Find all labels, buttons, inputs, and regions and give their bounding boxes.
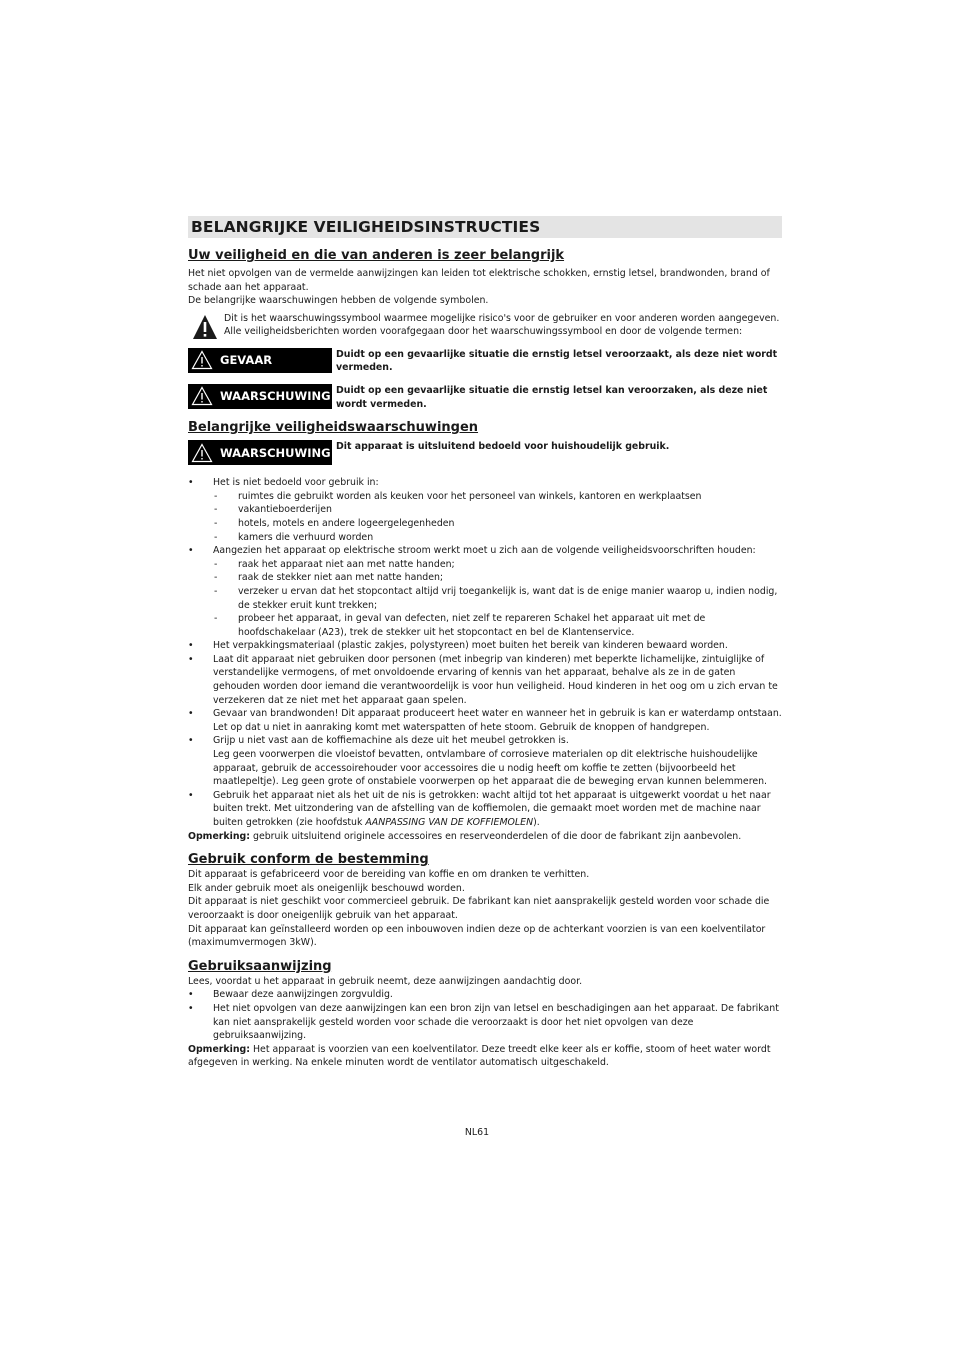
- section-title-safety: Uw veiligheid en die van anderen is zeer belangrijk: [188, 248, 565, 263]
- list-item: • Het verpakkingsmateriaal (plastic zakjes, polystyreen) moet buiten het bereik van kinderen bewaard worden.: [188, 639, 782, 653]
- warning-symbol-row: [188, 312, 782, 340]
- warning-symbol-text: Dit is het waarschuwingssymbool waarmee mogelijke risico's voor de gebruiker en voor anderen worden aangegeven. Alle veiligheidsberichten worden voorafgegaan door het waarschuwingssymbool en door de volgende termen:: [224, 312, 780, 338]
- list-item: - vakantieboerderijen: [213, 503, 782, 517]
- list-item: • Grijp u niet vast aan de koffiemachine als deze uit het meubel getrokken is. Leg geen voorwerpen die vloeistof bevatten, ontvlambare of corrosieve materialen op dit elektrische huishoudelijke apparaat, gebruik de accessoirehouder voor accessoires die u nodig heeft om koffie te zetten (bijvoorbeeld het maatlepeltje). Leg geen grote of onstabiele voorwerpen op het apparaat die de beweging ervan kunnen belemmeren.: [188, 734, 782, 788]
- sub-list: [213, 490, 782, 544]
- signal-row-warning: [188, 384, 782, 411]
- list-item: • Het niet opvolgen van deze aanwijzingen kan een bron zijn van letsel en beschadigingen aan het apparaat. De fabrikant kan niet aansprakelijk gesteld worden voor schade die veroorzaakt is door het niet opvolgen van deze gebruiksaanwijzing.: [188, 1002, 782, 1043]
- section-title-instructions: Gebruiksaanwijzing: [188, 958, 332, 974]
- warning-triangle-icon: [191, 386, 213, 406]
- instructions-note: Opmerking: Het apparaat is voorzien van een koelventilator. Deze treedt elke keer als er koffie, stoom of heet water wordt afgegeven in werking. Na enkele minuten wordt de ventilator automatisch uitgeschakeld.: [188, 1043, 771, 1069]
- signal-label-warning: WAARSCHUWING: [220, 389, 331, 404]
- list-item: - raak de stekker niet aan met natte handen;: [213, 571, 782, 585]
- instructions-list: [188, 988, 782, 1042]
- sub-list: [213, 558, 782, 640]
- list-item: • Gebruik het apparaat niet als het uit de nis is getrokken: wacht altijd tot het apparaat is uitgewerkt voordat u het naar buiten trekt. Met uitzondering van de afstelling van de koffiemolen, die gemaakt moet worden met de machine naar buiten getrokken (zie hoofdstuk AANPASSING VAN DE KOFFIEMOLEN).: [188, 789, 782, 830]
- list-item: • Het is niet bedoeld voor gebruik in: - ruimtes die gebruikt worden als keuken voor het personeel van winkels, kantoren en werkplaatsen - vakantieboerderijen - hotels, motels en andere logeergelegenheden - kamers die verhuurd worden: [188, 476, 782, 544]
- warning-triangle-icon: [191, 443, 213, 463]
- list-item: - raak het apparaat niet aan met natte handen;: [213, 558, 782, 572]
- list-item: • Aangezien het apparaat op elektrische stroom werkt moet u zich aan de volgende veiligheidsvoorschriften houden: - raak het apparaat niet aan met natte handen; - raak de stekker niet aan met natte handen; - verzeker u ervan dat het stopcontact altijd vrij toegankelijk is, want dat is de enige manier waarop u, indien nodig, de stekker eruit kunt trekken; - probeer het apparaat, in geval van defecten, niet zelf te repareren Schakel het apparaat uit met de hoofdschakelaar (A23), trek de stekker uit het stopcontact en bel de Klantenservice.: [188, 544, 782, 639]
- list-item: • Laat dit apparaat niet gebruiken door personen (met inbegrip van kinderen) met beperkte lichamelijke, zintuiglijke of verstandelijke vermogens, of met onvoldoende ervaring of kennis van het apparaat, behalve als ze in de gaten gehouden worden door iemand die verantwoordelijk is voor hun veiligheid. Houd kinderen in het oog om u zich ervan te verzekeren dat ze niet met het apparaat gaan spelen.: [188, 653, 782, 707]
- safety-intro: Het niet opvolgen van de vermelde aanwijzingen kan leiden tot elektrische schokken, ernstig letsel, brandwonden, brand of schade aan het apparaat.: [188, 268, 770, 293]
- purpose-line: Elk ander gebruik moet als oneigenlijk beschouwd worden.: [188, 882, 465, 894]
- signal-row-danger: [188, 348, 782, 375]
- signal-text-household: Dit apparaat is uitsluitend bedoeld voor huishoudelijk gebruik.: [336, 441, 670, 453]
- signal-label-danger: GEVAAR: [220, 353, 273, 368]
- warnings-note: Opmerking: gebruik uitsluitend originele accessoires en reserveonderdelen of die door de fabrikant zijn aanbevolen.: [188, 830, 742, 842]
- signal-text-warning: Duidt op een gevaarlijke situatie die ernstig letsel kan veroorzaken, als deze niet wordt vermeden.: [336, 384, 768, 410]
- purpose-line: Dit apparaat kan geïnstalleerd worden op een inbouwoven indien deze op de achterkant voorzien is van een koelventilator (maximumvermogen 3kW).: [188, 923, 766, 949]
- instructions-intro: Lees, voordat u het apparaat in gebruik neemt, deze aanwijzingen aandachtig door.: [188, 975, 583, 987]
- list-item: - probeer het apparaat, in geval van defecten, niet zelf te repareren Schakel het apparaat uit met de hoofdschakelaar (A23), trek de stekker uit het stopcontact en bel de Klantenservice.: [213, 612, 782, 639]
- page-content: [188, 216, 782, 1070]
- list-item: - ruimtes die gebruikt worden als keuken voor het personeel van winkels, kantoren en werkplaatsen: [213, 490, 782, 504]
- warnings-list: [188, 476, 782, 829]
- signal-row-household: [188, 440, 782, 465]
- list-item: - hotels, motels en andere logeergelegenheden: [213, 517, 782, 531]
- page-number: NL61: [464, 1127, 490, 1138]
- signal-box-warning: [188, 384, 332, 409]
- warning-triangle-icon: [191, 350, 213, 370]
- section-title-warnings: Belangrijke veiligheidswaarschuwingen: [188, 420, 479, 436]
- warning-triangle-icon: [192, 314, 218, 340]
- list-item: • Gevaar van brandwonden! Dit apparaat produceert heet water en wanneer het in gebruik is kan er waterdamp ontstaan. Let op dat u niet in aanraking komt met waterspatten of hete stoom. Gebruik de knoppen of handgrepen.: [188, 707, 782, 734]
- signal-text-danger: Duidt op een gevaarlijke situatie die ernstig letsel veroorzaakt, als deze niet wordt vermeden.: [336, 348, 778, 374]
- purpose-line: Dit apparaat is niet geschikt voor commercieel gebruik. De fabrikant kan niet aansprakelijk gesteld worden voor schade die veroorzaakt is door oneigenlijk gebruik van het apparaat.: [188, 896, 770, 921]
- list-item: - verzeker u ervan dat het stopcontact altijd vrij toegankelijk is, want dat is de enige manier waarop u, indien nodig, de stekker eruit kunt trekken;: [213, 585, 782, 612]
- signal-label-household: WAARSCHUWING: [220, 445, 331, 460]
- safety-symbols-note: De belangrijke waarschuwingen hebben de volgende symbolen.: [188, 295, 489, 307]
- main-heading: BELANGRIJKE VEILIGHEIDSINSTRUCTIES: [188, 216, 782, 238]
- section-title-purpose: Gebruik conform de bestemming: [188, 852, 429, 868]
- purpose-line: Dit apparaat is gefabriceerd voor de bereiding van koffie en om dranken te verhitten.: [188, 869, 590, 881]
- signal-box-danger: [188, 348, 332, 373]
- signal-box-household: [188, 440, 332, 465]
- list-item: • Bewaar deze aanwijzingen zorgvuldig.: [188, 988, 782, 1002]
- list-item: - kamers die verhuurd worden: [213, 531, 782, 545]
